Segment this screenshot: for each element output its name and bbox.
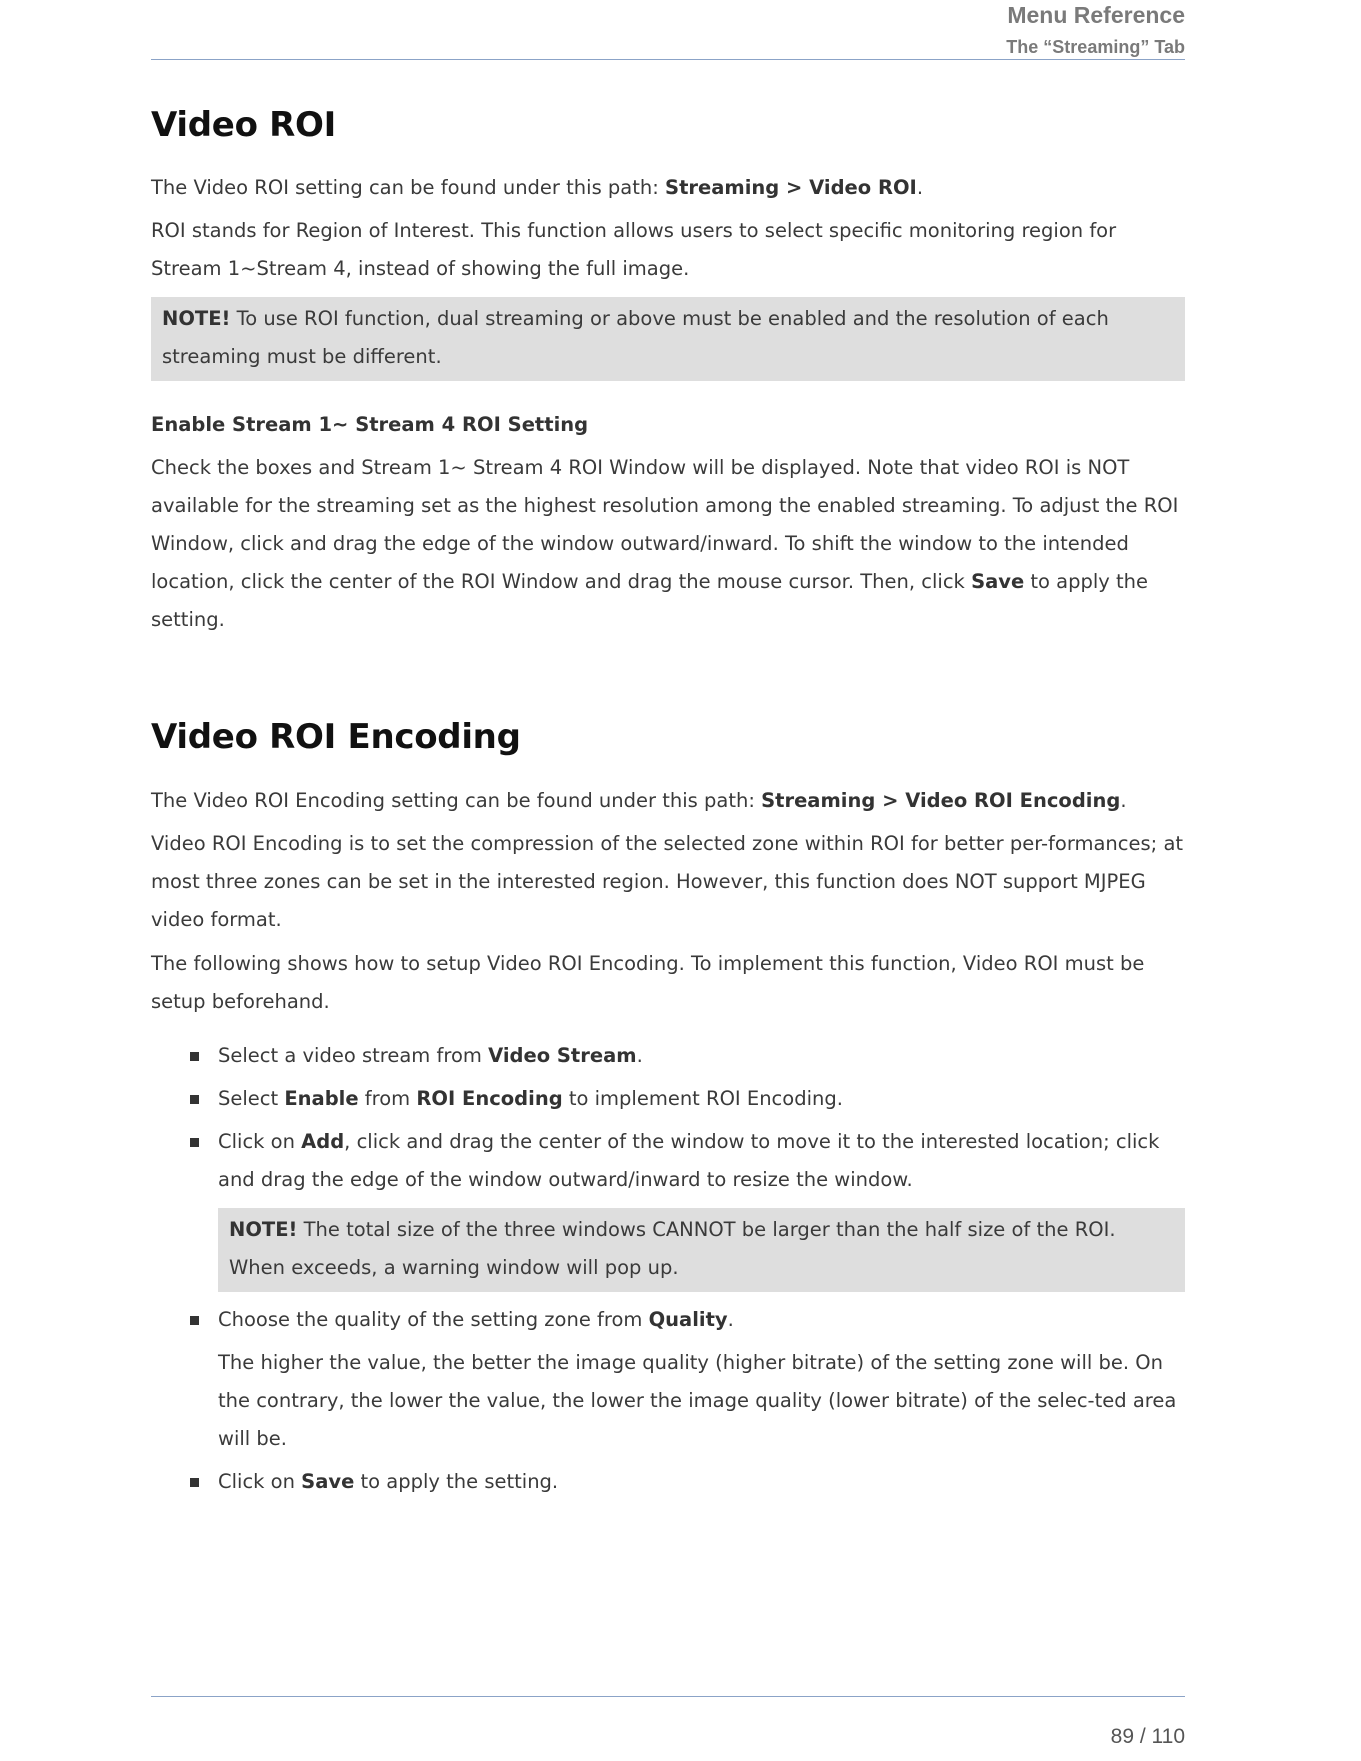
list-item [151, 1463, 1185, 1501]
header-subsection-title: The “Streaming” Tab [1006, 37, 1185, 57]
stream-roi-instructions [151, 449, 1185, 639]
step-bold: Enable [284, 1087, 359, 1110]
note-label: NOTE! [162, 307, 231, 330]
path-bold: Streaming > Video ROI [665, 176, 917, 199]
path-end: . [1120, 789, 1127, 812]
note-text: To use ROI function, dual streaming or above must be enabled and the resolution of each streaming must be different. [162, 307, 1109, 368]
square-bullet-icon [190, 1316, 199, 1325]
roi-encoding-description: Video ROI Encoding is to set the compression of the selected zone within ROI for better per-formances; at most three zones can be set in the interested region. However, this function does NOT support MJPEG video format. [151, 832, 1184, 931]
path-intro: The Video ROI setting can be found under this path: [151, 176, 666, 199]
step-bold: Add [301, 1130, 345, 1153]
list-item [151, 1037, 1185, 1075]
note-text: The total size of the three windows CANNOT be larger than the half size of the ROI. When exceeds, a warning window will pop up. [229, 1218, 1116, 1279]
roi-encoding-steps-continued [151, 1301, 1185, 1501]
step-text: Select [218, 1087, 285, 1110]
step-bold: Save [301, 1470, 355, 1493]
instructions-save-bold: Save [971, 570, 1025, 593]
roi-encoding-note-wrapper [151, 1208, 1185, 1292]
step-bold: Quality [648, 1308, 728, 1331]
square-bullet-icon [190, 1138, 199, 1147]
roi-encoding-path [151, 782, 1185, 820]
step-text: . [636, 1044, 643, 1067]
video-roi-path [151, 169, 1185, 207]
quality-detail: The higher the value, the better the image quality (higher bitrate) of the setting zone will be. On the contrary, the lower the value, the lower the image quality (lower bitrate) of the selec-ted area will be. [218, 1351, 1177, 1450]
roi-encoding-note [218, 1208, 1185, 1292]
video-roi-note [151, 297, 1185, 381]
roi-encoding-heading: Video ROI Encoding [151, 717, 521, 757]
path-intro: The Video ROI Encoding setting can be found under this path: [151, 789, 762, 812]
list-item [151, 1301, 1185, 1458]
path-end: . [916, 176, 924, 199]
video-roi-description: ROI stands for Region of Interest. This function allows users to select specific monitoring region for Stream 1~Stream 4, instead of showing the full image. [151, 219, 1117, 280]
video-roi-section [151, 105, 1185, 639]
list-item [151, 1080, 1185, 1118]
square-bullet-icon [190, 1095, 199, 1104]
step-text: Click on [218, 1470, 302, 1493]
step-bold: Video Stream [488, 1044, 637, 1067]
stream-roi-subheading: Enable Stream 1~ Stream 4 ROI Setting [151, 413, 589, 436]
square-bullet-icon [190, 1052, 199, 1061]
header-section-title: Menu Reference [1007, 2, 1185, 28]
roi-encoding-section [151, 717, 1185, 1501]
instructions-text-2: to apply the setting. [151, 570, 1149, 631]
document-page [151, 0, 1185, 1501]
instructions-text-1: Check the boxes and Stream 1~ Stream 4 ROI Window will be displayed. Note that video ROI is NOT available for the streaming set as the highest resolution among the enabled streaming. To adjust the ROI Window, click and drag the edge of the window outward/inward. To shift the window to the intended location, click the center of the ROI Window and drag the mouse cursor. Then, click [151, 456, 1179, 593]
square-bullet-icon [190, 1478, 199, 1487]
roi-encoding-setup-text: The following shows how to setup Video ROI Encoding. To implement this function, Video ROI must be setup beforehand. [151, 952, 1145, 1013]
list-item [151, 1123, 1185, 1199]
step-text: to apply the setting. [354, 1470, 559, 1493]
running-header [151, 0, 1185, 59]
step-text: to implement ROI Encoding. [562, 1087, 843, 1110]
video-roi-heading: Video ROI [151, 105, 336, 145]
roi-encoding-steps [151, 1037, 1185, 1199]
note-label: NOTE! [229, 1218, 298, 1241]
step-bold: ROI Encoding [416, 1087, 563, 1110]
path-bold: Streaming > Video ROI Encoding [761, 789, 1121, 812]
step-text: Click on [218, 1130, 302, 1153]
page-number: 89 / 110 [1110, 1725, 1185, 1748]
step-text: Select a video stream from [218, 1044, 489, 1067]
step-text: from [358, 1087, 417, 1110]
header-divider [151, 59, 1185, 60]
step-text: Choose the quality of the setting zone from [218, 1308, 649, 1331]
step-text: , click and drag the center of the window to move it to the interested location; click and drag the edge of the window outward/inward to resize the window. [218, 1130, 1160, 1191]
step-text: . [727, 1308, 734, 1331]
footer-divider [151, 1696, 1185, 1697]
